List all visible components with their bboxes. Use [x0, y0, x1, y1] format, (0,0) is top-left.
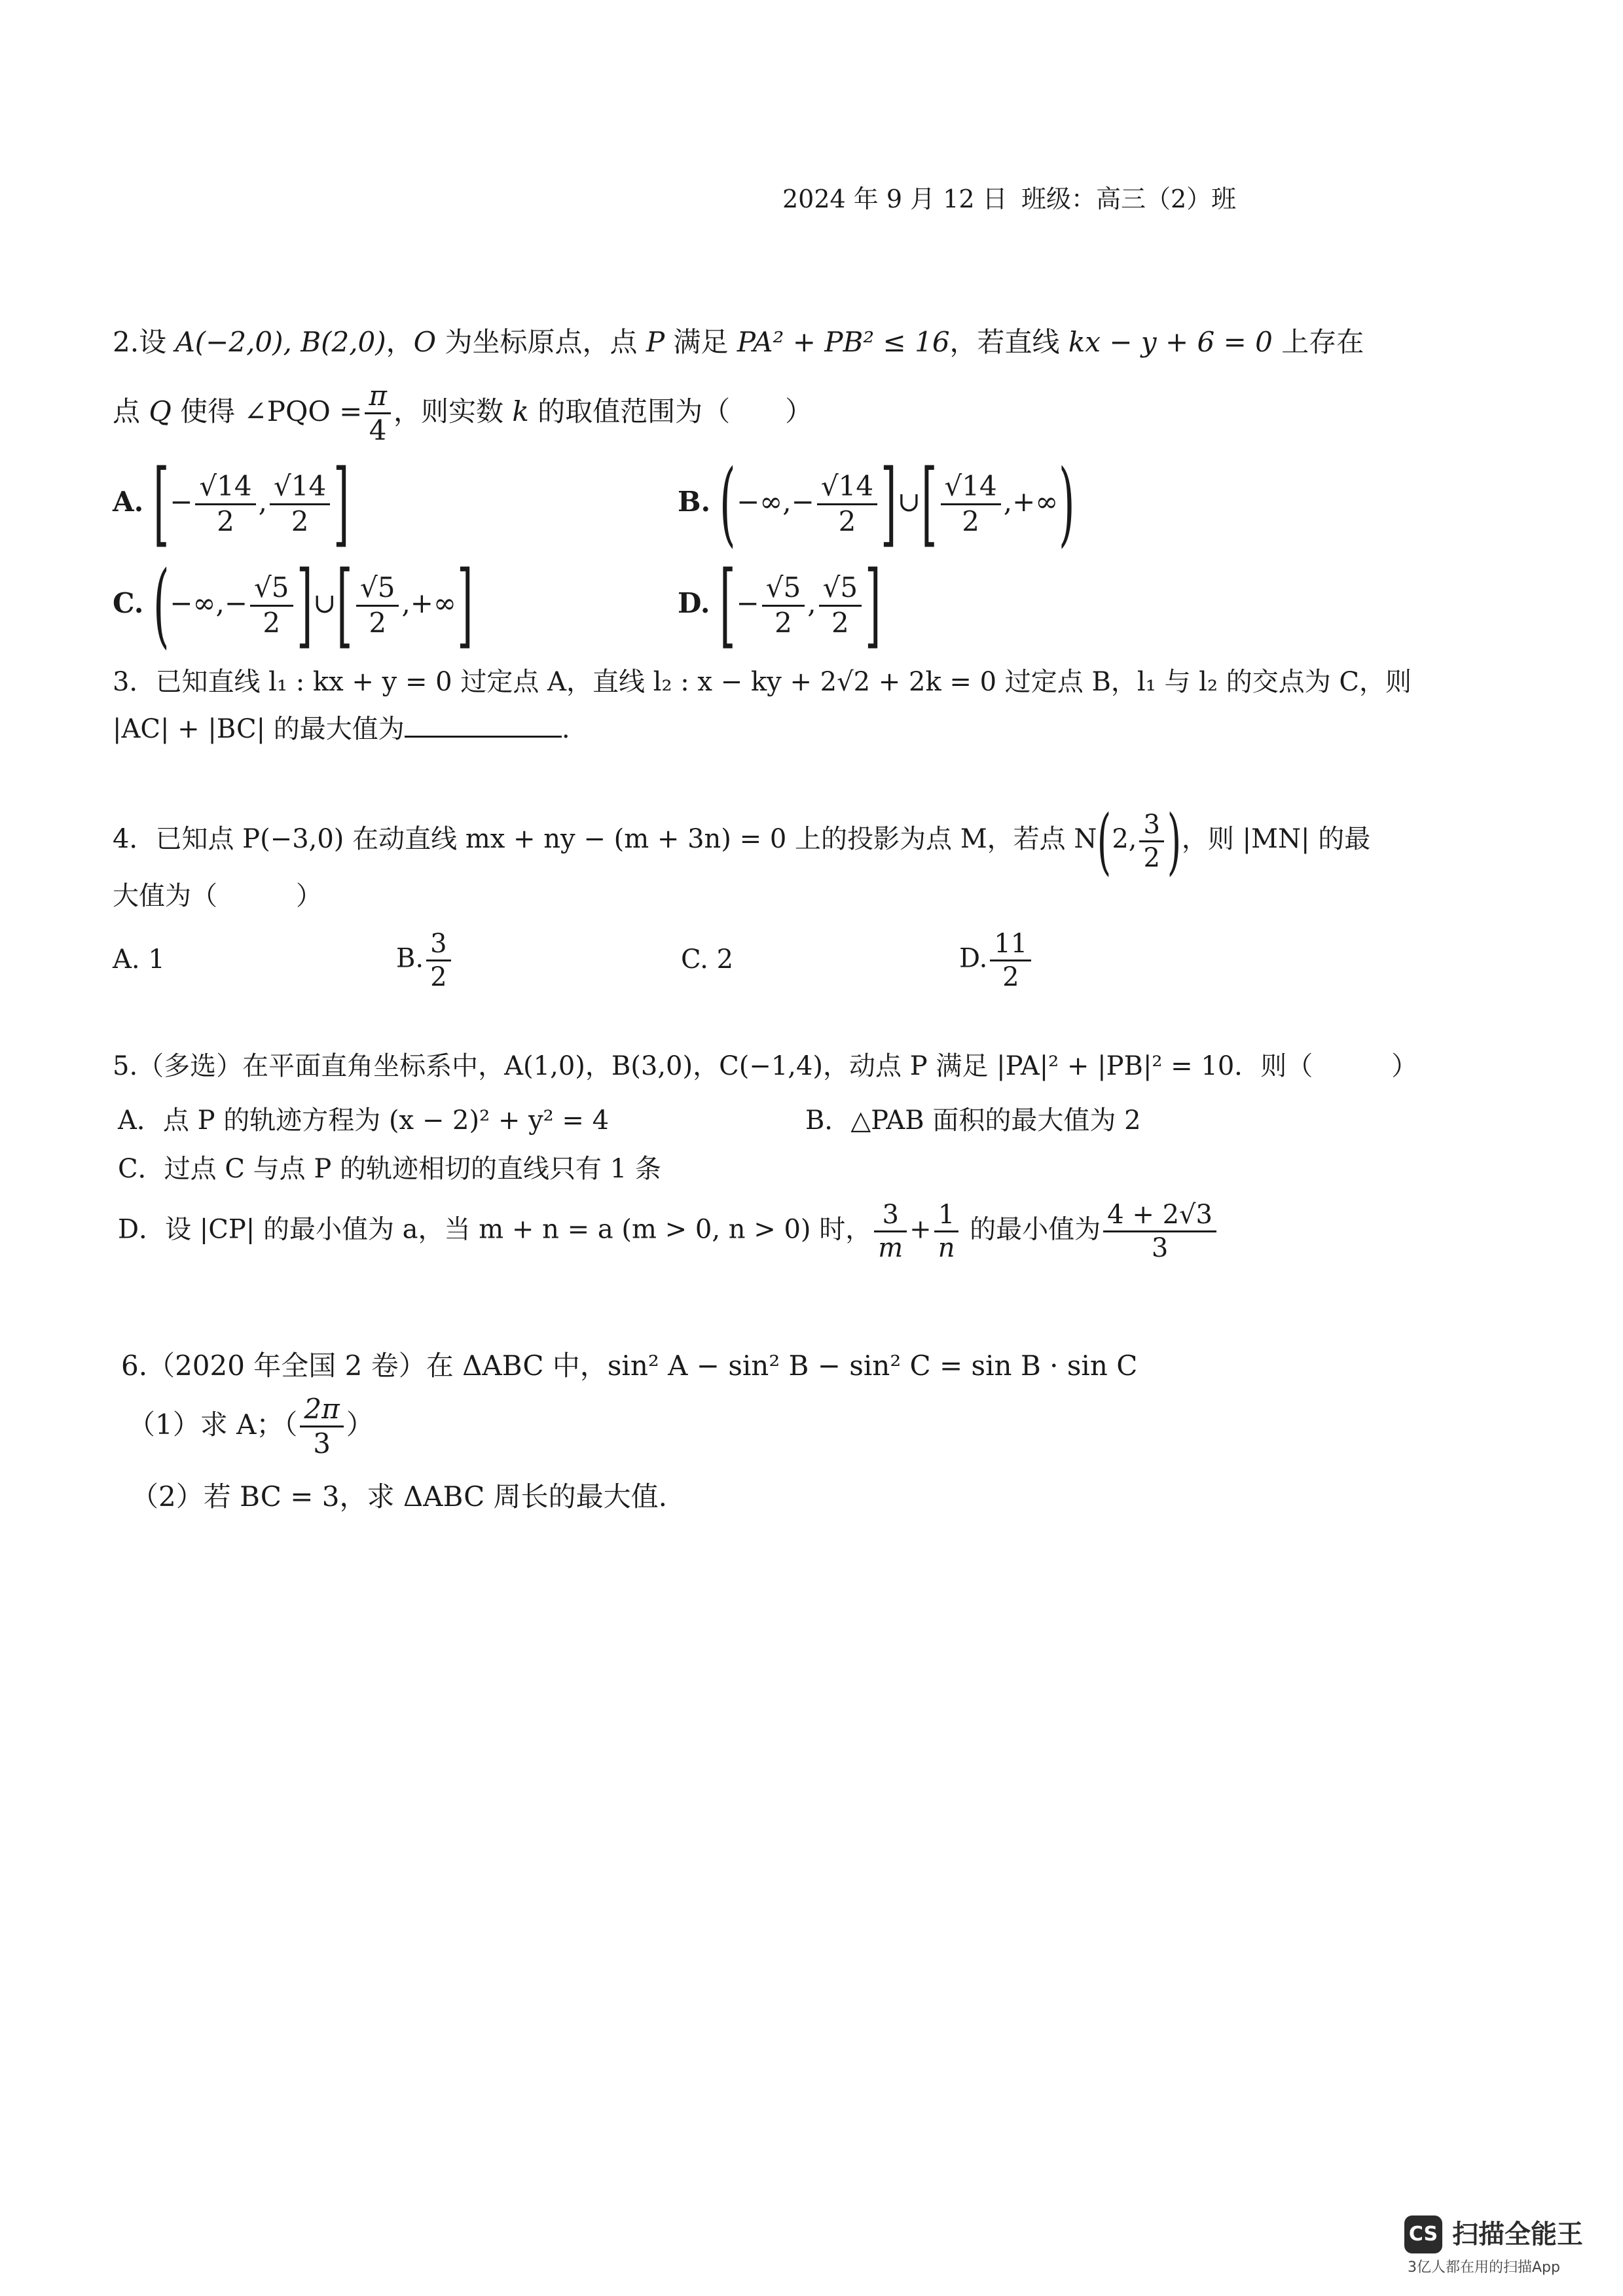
q2-line2: 点 Q 使得 ∠PQO = $\frac{\pi}{4}$ ，则实数 k 的取值范围为（ ） — [113, 380, 813, 447]
q5-option-c: C．过点 C 与点 P 的轨迹相切的直线只有 1 条 — [118, 1154, 661, 1184]
q4-option-a: A. 1 — [113, 944, 165, 975]
q6-line1: 6.（2020 年全国 2 卷）在 ΔABC 中，sin² A − sin² B − sin² C = sin B · sin C — [121, 1350, 1138, 1382]
q5-line1: 5.（多选）在平面直角坐标系中，A(1,0)，B(3,0)，C(−1,4)，动点 P 满足 |PA|² + |PB|² = 10．则（ ） — [113, 1051, 1418, 1081]
q4-option-b: B. $\frac{3}{2}$ — [396, 928, 454, 993]
header-date: 2024 年 9 月 12 日 — [782, 185, 1008, 213]
q5-option-b: B．△PAB 面积的最大值为 2 — [805, 1105, 1141, 1136]
q2-line1: 2.设 A(−2,0), B(2,0)，O 为坐标原点，点 P 满足 PA² + PB² ≤ 16，若直线 kx − y + 6 = 0 上存在 — [113, 326, 1364, 358]
q6-part1: （1）求 A；（ $\frac{2\pi}{3}$ ） — [128, 1393, 374, 1460]
q2-option-a: A. [− $\frac{√14}{2}$ , $\frac{√14}{2}$ ] — [113, 450, 350, 557]
fraction-pi-over-4: $\frac{\pi}{4}$ — [365, 380, 391, 448]
watermark-subtitle: 3亿人都在用的扫描App — [1408, 2259, 1560, 2276]
q4-line2: 大值为（ ） — [113, 881, 322, 911]
q6-part2: （2）若 BC = 3，求 ΔABC 周长的最大值. — [131, 1480, 667, 1513]
q3-line1: 3．已知直线 l₁ : kx + y = 0 过定点 A，直线 l₂ : x − ky + 2√2 + 2k = 0 过定点 B，l₁ 与 l₂ 的交点为 C，则 — [113, 667, 1412, 697]
q2-option-b: B. (−∞,− $\frac{√14}{2}$ ]∪[ $\frac{√14}{2}$ ,+∞) — [678, 450, 1075, 557]
q2-option-d: D. [− $\frac{√5}{2}$ , $\frac{√5}{2}$ ] — [678, 552, 881, 658]
q4-line1: 4．已知点 P(−3,0) 在动直线 mx + ny − (m + 3n) = 0 上的投影为点 M，若点 N(2, $\frac{3}{2}$ )，则 |MN| 的最 — [113, 799, 1371, 883]
q2-option-c: C. (−∞,− $\frac{√5}{2}$ ]∪[ $\frac{√5}{2}$ ,+∞] — [113, 552, 473, 658]
q3-line2: |AC| + |BC| 的最大值为 . — [113, 714, 570, 744]
q5-option-a: A．点 P 的轨迹方程为 (x − 2)² + y² = 4 — [118, 1105, 610, 1136]
q4-option-c: C. 2 — [681, 944, 734, 975]
q5-option-d: D．设 |CP| 的最小值为 a，当 m + n = a (m > 0, n > 0) 时， $\frac{3}{m}$ + $\frac{1}{n}$ 的最小值为 $\frac{4 + 2√3}{3}$ — [118, 1199, 1219, 1264]
answer-blank — [405, 730, 562, 738]
camscanner-logo-icon: CS — [1404, 2215, 1442, 2253]
q4-option-d: D. $\frac{11}{2}$ — [959, 928, 1034, 993]
header-class: 班级：高三（2）班 — [1021, 185, 1237, 213]
watermark-title: 扫描全能王 — [1452, 2219, 1583, 2250]
